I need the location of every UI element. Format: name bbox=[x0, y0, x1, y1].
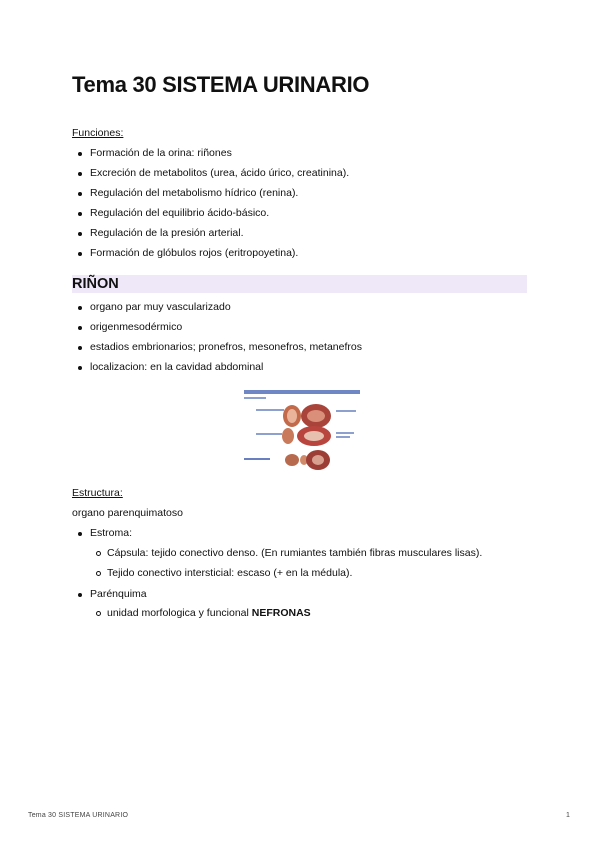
kidney-figure bbox=[242, 388, 362, 472]
rinon-list bbox=[78, 301, 362, 374]
footer-page-number: 1 bbox=[566, 812, 570, 819]
page-title: Tema 30 SISTEMA URINARIO bbox=[72, 72, 370, 97]
list-item: Regulación del metabolismo hídrico (renina). bbox=[78, 187, 349, 200]
list-item: estadios embrionarios; pronefros, mesonefros, metanefros bbox=[78, 341, 362, 354]
nefronas-bold: NEFRONAS bbox=[251, 607, 311, 619]
section-heading-rinon: RIÑON bbox=[72, 276, 119, 292]
estroma-sublist bbox=[96, 547, 482, 580]
list-item-estroma: Estroma: bbox=[78, 527, 132, 540]
list-item bbox=[96, 607, 311, 620]
list-item: Regulación del equilibrio ácido-básico. bbox=[78, 207, 349, 220]
funciones-label: Funciones: bbox=[72, 127, 124, 139]
list-item: localizacion: en la cavidad abdominal bbox=[78, 361, 362, 374]
list-item: Excreción de metabolitos (urea, ácido úrico, creatinina). bbox=[78, 167, 349, 180]
estroma-list bbox=[78, 527, 132, 540]
list-item: Tejido conectivo intersticial: escaso (+ en la médula). bbox=[96, 567, 482, 580]
list-item: Formación de glóbulos rojos (eritropoyetina). bbox=[78, 247, 349, 260]
heading-highlight bbox=[72, 275, 527, 293]
funciones-list bbox=[78, 147, 349, 260]
estructura-intro: organo parenquimatoso bbox=[72, 507, 183, 519]
list-item: Regulación de la presión arterial. bbox=[78, 227, 349, 240]
list-item: organo par muy vascularizado bbox=[78, 301, 362, 314]
list-item-parenquima: Parénquima bbox=[78, 588, 147, 601]
estructura-label: Estructura: bbox=[72, 487, 123, 499]
list-item: origenmesodérmico bbox=[78, 321, 362, 334]
parenquima-sublist bbox=[96, 607, 311, 620]
list-item: Cápsula: tejido conectivo denso. (En rumiantes también fibras musculares lisas). bbox=[96, 547, 482, 560]
nefronas-prefix: unidad morfologica y funcional bbox=[107, 607, 252, 619]
parenquima-list bbox=[78, 588, 147, 601]
list-item: Formación de la orina: riñones bbox=[78, 147, 349, 160]
footer-doc-title: Tema 30 SISTEMA URINARIO bbox=[28, 812, 129, 819]
